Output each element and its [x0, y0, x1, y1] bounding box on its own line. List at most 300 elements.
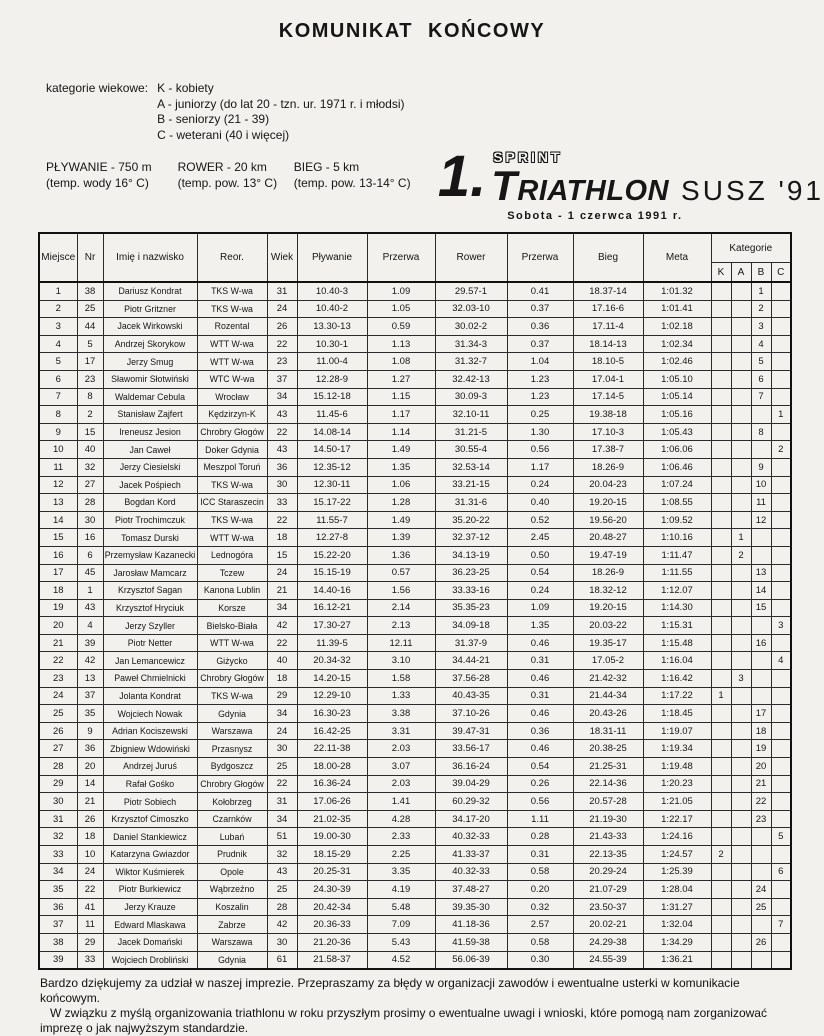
cell-przerwa1: 1.27 [367, 370, 435, 388]
cell-miejsce: 12 [39, 476, 77, 494]
cell-kat-c: 1 [771, 406, 791, 424]
cell-kat-a [731, 300, 751, 318]
cell-kat-a [731, 740, 751, 758]
cell-club: Wrocław [197, 388, 267, 406]
cell-kat-a [731, 441, 751, 459]
cell-miejsce: 11 [39, 458, 77, 476]
cell-nr: 27 [77, 476, 103, 494]
cell-miejsce: 34 [39, 863, 77, 881]
cell-nr: 21 [77, 793, 103, 811]
cell-wiek: 29 [267, 687, 297, 705]
cell-wiek: 22 [267, 335, 297, 353]
event-logo [437, 144, 824, 222]
cell-meta: 1:09.52 [643, 511, 711, 529]
cell-nr: 24 [77, 863, 103, 881]
cell-club: Koszalin [197, 898, 267, 916]
cell-kat-b: 2 [751, 300, 771, 318]
cell-wiek: 32 [267, 846, 297, 864]
cell-kat-a: 2 [731, 546, 751, 564]
cell-plywanie: 10.40-2 [297, 300, 367, 318]
cell-kat-b [751, 406, 771, 424]
cell-przerwa2: 0.46 [507, 634, 573, 652]
cell-club: Lednogóra [197, 546, 267, 564]
cell-kat-k [711, 933, 731, 951]
cell-miejsce: 27 [39, 740, 77, 758]
cell-club: WTT W-wa [197, 634, 267, 652]
table-row [39, 282, 791, 300]
cell-przerwa1: 1.14 [367, 423, 435, 441]
cell-nr: 35 [77, 705, 103, 723]
cell-przerwa2: 1.23 [507, 388, 573, 406]
cell-kat-c [771, 933, 791, 951]
cell-meta: 1:15.48 [643, 634, 711, 652]
cell-miejsce: 18 [39, 582, 77, 600]
cell-rower: 31.34-3 [435, 335, 507, 353]
cell-wiek: 43 [267, 441, 297, 459]
cell-przerwa2: 0.36 [507, 318, 573, 336]
cell-rower: 41.18-36 [435, 916, 507, 934]
cell-club: Korsze [197, 599, 267, 617]
cell-bieg: 22.14-36 [573, 775, 643, 793]
cell-rower: 34.09-18 [435, 617, 507, 635]
cell-kat-c [771, 494, 791, 512]
col-header-kat-a: A [731, 263, 751, 283]
cell-miejsce: 39 [39, 951, 77, 969]
cell-meta: 1:36.21 [643, 951, 711, 969]
cell-kat-c: 7 [771, 916, 791, 934]
cell-wiek: 37 [267, 370, 297, 388]
cell-miejsce: 33 [39, 846, 77, 864]
cell-rower: 32.03-10 [435, 300, 507, 318]
cell-name: Piotr Netter [103, 634, 197, 652]
cell-plywanie: 12.35-12 [297, 458, 367, 476]
cell-kat-k [711, 511, 731, 529]
cell-miejsce: 19 [39, 599, 77, 617]
cell-rower: 32.53-14 [435, 458, 507, 476]
cell-wiek: 25 [267, 881, 297, 899]
table-row [39, 898, 791, 916]
cell-meta: 1:19.48 [643, 758, 711, 776]
cell-kat-b: 4 [751, 335, 771, 353]
event-number: 1. [437, 144, 487, 209]
cell-bieg: 21.43-33 [573, 828, 643, 846]
table-row [39, 494, 791, 512]
cell-miejsce: 38 [39, 933, 77, 951]
cell-przerwa1: 5.43 [367, 933, 435, 951]
cell-club: Tczew [197, 564, 267, 582]
cell-przerwa2: 1.09 [507, 599, 573, 617]
cell-przerwa1: 1.06 [367, 476, 435, 494]
cell-kat-k [711, 793, 731, 811]
cell-name: Wojciech Drobliński [103, 951, 197, 969]
cell-rower: 30.09-3 [435, 388, 507, 406]
cell-club: WTT W-wa [197, 335, 267, 353]
cell-kat-c [771, 335, 791, 353]
cell-rower: 31.21-5 [435, 423, 507, 441]
cell-przerwa1: 1.41 [367, 793, 435, 811]
cell-plywanie: 16.30-23 [297, 705, 367, 723]
cell-meta: 1:31.27 [643, 898, 711, 916]
cell-kat-a [731, 476, 751, 494]
cell-rower: 39.47-31 [435, 722, 507, 740]
cell-name: Dariusz Kondrat [103, 282, 197, 300]
cell-przerwa2: 1.17 [507, 458, 573, 476]
col-header-name: Imię i nazwisko [103, 233, 197, 282]
cell-kat-a [731, 634, 751, 652]
cell-bieg: 17.04-1 [573, 370, 643, 388]
cell-przerwa1: 1.35 [367, 458, 435, 476]
cell-club: Opole [197, 863, 267, 881]
cell-plywanie: 12.27-8 [297, 529, 367, 547]
cell-kat-b: 20 [751, 758, 771, 776]
cell-name: Zbigniew Wdowiński [103, 740, 197, 758]
cell-kat-c [771, 458, 791, 476]
race-info-row [46, 144, 824, 222]
cell-kat-c: 6 [771, 863, 791, 881]
table-row [39, 722, 791, 740]
cell-kat-c [771, 423, 791, 441]
cell-wiek: 61 [267, 951, 297, 969]
cell-bieg: 20.43-26 [573, 705, 643, 723]
swim-distance: PŁYWANIE - 750 m [46, 160, 152, 174]
cell-miejsce: 35 [39, 881, 77, 899]
cell-kat-c [771, 582, 791, 600]
run-temp: (temp. pow. 13-14° C) [293, 176, 411, 190]
cell-kat-k [711, 617, 731, 635]
cell-miejsce: 23 [39, 670, 77, 688]
cell-plywanie: 20.25-31 [297, 863, 367, 881]
cell-meta: 1:05.16 [643, 406, 711, 424]
cell-kat-a [731, 564, 751, 582]
cell-rower: 40.32-33 [435, 863, 507, 881]
cell-kat-k [711, 863, 731, 881]
cell-kat-c [771, 546, 791, 564]
cell-przerwa1: 3.07 [367, 758, 435, 776]
cell-kat-a [731, 335, 751, 353]
cell-nr: 6 [77, 546, 103, 564]
header-row-main [39, 233, 791, 263]
cell-przerwa2: 0.52 [507, 511, 573, 529]
cell-kat-b [751, 846, 771, 864]
event-logo-main [491, 149, 824, 222]
footer-line-1: Bardzo dziękujemy za udział w naszej imprezie. Przepraszamy za błędy w organizacji zawodów i ewentualne usterki w komunikacie końcowym. [40, 976, 740, 1006]
cell-miejsce: 21 [39, 634, 77, 652]
cell-przerwa1: 1.58 [367, 670, 435, 688]
cell-kat-k [711, 775, 731, 793]
cell-kat-k [711, 458, 731, 476]
cell-kat-k [711, 881, 731, 899]
cell-meta: 1:18.45 [643, 705, 711, 723]
cell-kat-k [711, 670, 731, 688]
cell-wiek: 23 [267, 353, 297, 371]
cell-meta: 1:24.16 [643, 828, 711, 846]
cell-name: Wojciech Nowak [103, 705, 197, 723]
cell-kat-k [711, 740, 731, 758]
cell-rower: 31.32-7 [435, 353, 507, 371]
table-row [39, 353, 791, 371]
cell-kat-c [771, 740, 791, 758]
cell-name: Piotr Sobiech [103, 793, 197, 811]
cell-nr: 41 [77, 898, 103, 916]
cell-nr: 22 [77, 881, 103, 899]
cell-miejsce: 9 [39, 423, 77, 441]
cell-kat-a [731, 511, 751, 529]
cell-kat-b [751, 441, 771, 459]
cell-plywanie: 10.40-3 [297, 282, 367, 300]
cell-kat-c [771, 898, 791, 916]
cell-przerwa2: 0.37 [507, 300, 573, 318]
age-categories-legend [46, 81, 824, 143]
cell-meta: 1:22.17 [643, 810, 711, 828]
cell-plywanie: 20.34-32 [297, 652, 367, 670]
cell-miejsce: 8 [39, 406, 77, 424]
cell-miejsce: 3 [39, 318, 77, 336]
cell-club: TKS W-wa [197, 476, 267, 494]
cell-club: Chrobry Głogów [197, 423, 267, 441]
cell-miejsce: 37 [39, 916, 77, 934]
table-row [39, 599, 791, 617]
cell-club: Chrobry Głogów [197, 775, 267, 793]
table-row [39, 300, 791, 318]
cell-kat-c [771, 775, 791, 793]
cell-meta: 1:24.57 [643, 846, 711, 864]
col-header-rower: Rower [435, 233, 507, 282]
cell-nr: 4 [77, 617, 103, 635]
cell-name: Tomasz Durski [103, 529, 197, 547]
cell-kat-b: 10 [751, 476, 771, 494]
cell-kat-c [771, 370, 791, 388]
cell-kat-a [731, 406, 751, 424]
legend-items [157, 81, 404, 143]
table-row [39, 423, 791, 441]
cell-przerwa2: 0.54 [507, 758, 573, 776]
cell-bieg: 20.48-27 [573, 529, 643, 547]
cell-bieg: 19.35-17 [573, 634, 643, 652]
table-row [39, 810, 791, 828]
cell-wiek: 15 [267, 546, 297, 564]
cell-przerwa2: 0.30 [507, 951, 573, 969]
cell-name: Piotr Gritzner [103, 300, 197, 318]
cell-przerwa2: 0.31 [507, 652, 573, 670]
cell-club: Giżycko [197, 652, 267, 670]
cell-name: Krzysztof Cimoszko [103, 810, 197, 828]
cell-name: Andrzej Skorykow [103, 335, 197, 353]
cell-kat-k [711, 282, 731, 300]
cell-plywanie: 21.02-35 [297, 810, 367, 828]
cell-kat-c [771, 511, 791, 529]
cell-wiek: 34 [267, 599, 297, 617]
table-row [39, 617, 791, 635]
cell-kat-k [711, 916, 731, 934]
cell-wiek: 51 [267, 828, 297, 846]
cell-wiek: 31 [267, 793, 297, 811]
cell-bieg: 21.19-30 [573, 810, 643, 828]
legend-item-a: A - juniorzy (do lat 20 - tzn. ur. 1971 r. i młodsi) [157, 96, 405, 111]
cell-miejsce: 4 [39, 335, 77, 353]
cell-kat-a [731, 599, 751, 617]
cell-kat-b [751, 916, 771, 934]
cell-plywanie: 14.40-16 [297, 582, 367, 600]
cell-meta: 1:14.30 [643, 599, 711, 617]
cell-nr: 11 [77, 916, 103, 934]
cell-rower: 31.37-9 [435, 634, 507, 652]
cell-kat-c [771, 846, 791, 864]
cell-kat-a [731, 318, 751, 336]
event-title-row [491, 162, 824, 209]
cell-bieg: 21.07-29 [573, 881, 643, 899]
cell-kat-k [711, 476, 731, 494]
results-table [38, 232, 792, 970]
cell-bieg: 21.25-31 [573, 758, 643, 776]
cell-name: Wiktor Kuśmierek [103, 863, 197, 881]
cell-rower: 30.55-4 [435, 441, 507, 459]
cell-plywanie: 14.50-17 [297, 441, 367, 459]
cell-kat-a [731, 458, 751, 476]
cell-plywanie: 21.58-37 [297, 951, 367, 969]
cell-nr: 39 [77, 634, 103, 652]
cell-miejsce: 26 [39, 722, 77, 740]
cell-kat-b: 26 [751, 933, 771, 951]
cell-kat-a [731, 282, 751, 300]
cell-przerwa1: 1.56 [367, 582, 435, 600]
table-row [39, 388, 791, 406]
cell-kat-b: 13 [751, 564, 771, 582]
cell-kat-a [731, 793, 751, 811]
cell-przerwa2: 0.31 [507, 846, 573, 864]
cell-nr: 36 [77, 740, 103, 758]
cell-rower: 30.02-2 [435, 318, 507, 336]
cell-kat-c [771, 758, 791, 776]
cell-kat-b: 7 [751, 388, 771, 406]
cell-kat-c: 5 [771, 828, 791, 846]
cell-nr: 15 [77, 423, 103, 441]
table-row [39, 933, 791, 951]
footer-note [40, 976, 784, 1036]
cell-wiek: 34 [267, 705, 297, 723]
cell-meta: 1:15.31 [643, 617, 711, 635]
cell-przerwa1: 1.39 [367, 529, 435, 547]
cell-kat-a [731, 846, 751, 864]
cell-name: Paweł Chmielnicki [103, 670, 197, 688]
cell-plywanie: 11.39-5 [297, 634, 367, 652]
cell-meta: 1:28.04 [643, 881, 711, 899]
cell-kat-a [731, 370, 751, 388]
cell-przerwa2: 2.45 [507, 529, 573, 547]
cell-kat-k [711, 951, 731, 969]
cell-kat-b: 17 [751, 705, 771, 723]
cell-wiek: 30 [267, 740, 297, 758]
cell-miejsce: 25 [39, 705, 77, 723]
table-row [39, 564, 791, 582]
cell-bieg: 18.14-13 [573, 335, 643, 353]
cell-kat-b: 23 [751, 810, 771, 828]
cell-bieg: 20.03-22 [573, 617, 643, 635]
cell-przerwa1: 3.10 [367, 652, 435, 670]
cell-club: Czarnków [197, 810, 267, 828]
cell-rower: 32.37-12 [435, 529, 507, 547]
event-place: SUSZ '91 [681, 175, 824, 206]
cell-plywanie: 14.08-14 [297, 423, 367, 441]
table-row [39, 916, 791, 934]
cell-nr: 42 [77, 652, 103, 670]
cell-przerwa1: 1.13 [367, 335, 435, 353]
cell-kat-c [771, 881, 791, 899]
cell-rower: 35.20-22 [435, 511, 507, 529]
event-date: Sobota - 1 czerwca 1991 r. [507, 210, 683, 222]
cell-name: Jan Caweł [103, 441, 197, 459]
cell-meta: 1:16.42 [643, 670, 711, 688]
cell-club: TKS W-wa [197, 300, 267, 318]
cell-club: WTT W-wa [197, 529, 267, 547]
cell-nr: 29 [77, 933, 103, 951]
cell-kat-k [711, 828, 731, 846]
cell-nr: 17 [77, 353, 103, 371]
cell-przerwa1: 0.57 [367, 564, 435, 582]
cell-kat-b [751, 617, 771, 635]
cell-przerwa1: 3.31 [367, 722, 435, 740]
cell-miejsce: 10 [39, 441, 77, 459]
cell-name: Andrzej Juruś [103, 758, 197, 776]
cell-meta: 1:08.55 [643, 494, 711, 512]
cell-meta: 1:12.07 [643, 582, 711, 600]
cell-name: Daniel Stankiewicz [103, 828, 197, 846]
cell-nr: 10 [77, 846, 103, 864]
cell-przerwa2: 0.28 [507, 828, 573, 846]
cell-bieg: 19.47-19 [573, 546, 643, 564]
cell-przerwa2: 0.24 [507, 476, 573, 494]
cell-bieg: 21.44-34 [573, 687, 643, 705]
cell-nr: 32 [77, 458, 103, 476]
cell-plywanie: 15.17-22 [297, 494, 367, 512]
cell-club: Doker Gdynia [197, 441, 267, 459]
cell-przerwa2: 1.04 [507, 353, 573, 371]
cell-kat-a [731, 951, 751, 969]
cell-plywanie: 12.30-11 [297, 476, 367, 494]
cell-kat-k [711, 722, 731, 740]
cell-przerwa1: 2.13 [367, 617, 435, 635]
cell-kat-b: 5 [751, 353, 771, 371]
cell-plywanie: 12.29-10 [297, 687, 367, 705]
cell-nr: 13 [77, 670, 103, 688]
cell-kat-b [751, 687, 771, 705]
cell-club: Gdynia [197, 705, 267, 723]
cell-kat-c [771, 951, 791, 969]
cell-miejsce: 15 [39, 529, 77, 547]
cell-bieg: 18.10-5 [573, 353, 643, 371]
cell-bieg: 17.05-2 [573, 652, 643, 670]
cell-kat-c [771, 318, 791, 336]
cell-nr: 37 [77, 687, 103, 705]
cell-kat-a [731, 423, 751, 441]
cell-kat-c [771, 529, 791, 547]
cell-kat-a [731, 775, 751, 793]
cell-przerwa1: 2.03 [367, 775, 435, 793]
cell-plywanie: 22.11-38 [297, 740, 367, 758]
cell-wiek: 18 [267, 670, 297, 688]
results-table-head [39, 233, 791, 282]
cell-miejsce: 30 [39, 793, 77, 811]
cell-club: Bielsko-Biała [197, 617, 267, 635]
cell-przerwa2: 0.50 [507, 546, 573, 564]
col-header-nr: Nr [77, 233, 103, 282]
table-row [39, 511, 791, 529]
cell-kat-c: 4 [771, 652, 791, 670]
cell-meta: 1:05.10 [643, 370, 711, 388]
table-row [39, 951, 791, 969]
cell-bieg: 18.26-9 [573, 564, 643, 582]
col-header-kat-c: C [771, 263, 791, 283]
cell-kat-c [771, 564, 791, 582]
